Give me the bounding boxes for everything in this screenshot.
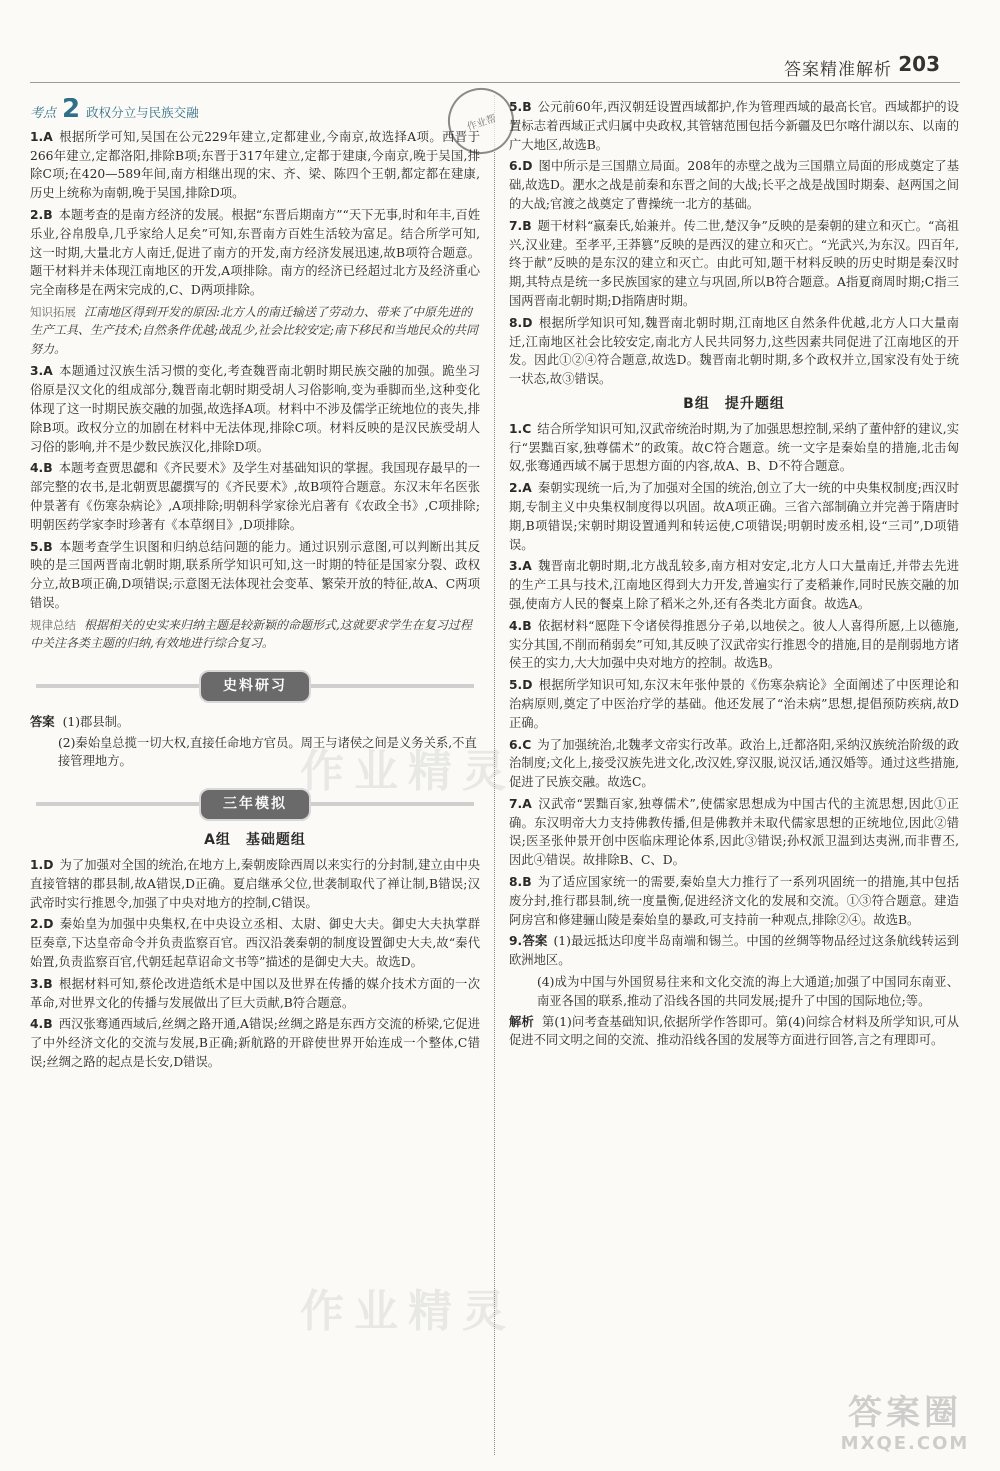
answer-item: 5.B 公元前60年,西汉朝廷设置西域都护,作为管理西域的最高长官。西域都护的设置标志着西域正式归属中央政权,其管辖范围包括今新疆及巴尔喀什湖以东、以南的广大地区,故选B。 <box>509 100 959 152</box>
analysis-block: 解析 第(1)问考查基础知识,依据所学作答即可。第(4)问综合材料及所学知识,可从促进不同文明之间的交流、推动沿线各国的发展等方面进行回答,言之有理即可。 <box>509 1014 959 1048</box>
banner-label: 三年模拟 <box>199 788 311 821</box>
section-banner-three-year-mock <box>30 785 480 821</box>
header-rule <box>30 82 960 83</box>
answer-item: 2.D 秦始皇为加强中央集权,在中央设立丞相、太尉、御史大夫。御史大夫执掌群臣奏章,下达皇帝命令并负责监察百官。西汉沿袭秦朝的制度设置御史大夫,故“秦代始置,负责监察百官,代朝廷起草诏命文书等”描述的是御史大夫。故选D。 <box>30 917 480 969</box>
stamp-watermark: 作业帮 <box>439 79 522 162</box>
header-title: 答案精准解析 <box>784 60 892 80</box>
answer-block: 答案 (1)郡县制。 <box>30 714 130 729</box>
answer-item: 7.B 题干材料“嬴秦氏,始兼并。传二世,楚汉争”反映的是秦朝的建立和灭亡。“高祖兴,汉业建。至孝平,王莽篡”反映的是西汉的建立和灭亡。“光武兴,为东汉。四百年,终于献”反映的是东汉的建立和灭亡。由此可知,题干材料反映的历史时期是秦汉时期,其特点是统一多民族国家的建立与巩固,所以B符合题意。A指夏商周时期;C指三国两晋南北朝时期;D指隋唐时期。 <box>509 218 959 308</box>
answer-item: 5.B 本题考查学生识图和归纳总结问题的能力。通过识别示意图,可以判断出其反映的是三国两晋南北朝时期,联系所学知识可知,这一时期的特征是国家分裂、政权分立,故B项正确,D项错误;示意图无法体现社会变革、繁荣开放的特征,故A、C两项错误。 <box>30 539 480 611</box>
answer-item: 8.D 根据所学知识可知,魏晋南北朝时期,江南地区自然条件优越,北方人口大量南迁,江南地区社会比较安定,南北方人民共同努力,这些因素共同促进了江南地区的开发。因此①②④符合题意,故选D。魏晋南北朝时期,多个政权并立,国家没有处于统一状态,故③错误。 <box>509 315 959 387</box>
watermark-text: 作业精灵 <box>300 1286 516 1337</box>
answer-item: 7.A 汉武帝“罢黜百家,独尊儒术”,使儒家思想成为中国古代的主流思想,因此①正确。东汉明帝大力支持佛教传播,但是佛教并未取代儒家思想的正统地位,因此②错误;医圣张仲景开创中医临床理论体系,因此③错误;孙权派卫温到达夷洲,而非曹丕,因此④错误。故排除B、C、D。 <box>509 796 959 868</box>
watermark-text: 作业精灵 <box>300 746 516 797</box>
answer-item: 3.A 魏晋南北朝时期,北方战乱较多,南方相对安定,北方人口大量南迁,并带去先进的生产工具与技术,江南地区得到大力开发,普遍实行了麦稻兼作,同时民族交融的加强,使南方人民的餐桌上除了稻米之外,还有各类北方面食。故选A。 <box>509 559 959 611</box>
answer-line: (2)秦始皇总揽一切大权,直接任命地方官员。周王与诸侯之间是义务关系,不直接管理地方。 <box>58 735 477 769</box>
column-divider <box>494 95 495 1455</box>
answer-item: 3.B 根据材料可知,蔡伦改进造纸术是中国以及世界在传播的媒介技术方面的一次革命,对世界文化的传播与发展做出了巨大贡献,B符合题意。 <box>30 976 480 1010</box>
banner-label: 史料研习 <box>199 670 311 703</box>
group-a-title: A组 基础题组 <box>204 832 306 849</box>
answer-item: 8.B 为了适应国家统一的需要,秦始皇大力推行了一系列巩固统一的措施,其中包括废分封,推行郡县制,统一度量衡,促进经济文化的发展和交流。①③符合题意。建造阿房宫和修建骊山陵是秦始皇的暴政,可支持前一种观点,排除②④。故选B。 <box>509 875 959 927</box>
answer-item: 5.D 根据所学知识可知,东汉末年张仲景的《伤寒杂病论》全面阐述了中医理论和治病原则,奠定了中医治疗学的基础。他还发展了“治未病”思想,提倡预防疾病,故D正确。 <box>509 678 959 730</box>
rule-summary: 规律总结 根据相关的史实来归纳主题是较新颖的命题形式,这就要求学生在复习过程中关注各类主题的归纳,有效地进行综合复习。 <box>30 617 472 651</box>
knowledge-extension: 知识拓展 江南地区得到开发的原因:北方人的南迁输送了劳动力、带来了中原先进的生产工具、生产技术;自然条件优越;战乱少,社会比较安定;南下移民和当地民众的共同努力。 <box>30 304 478 356</box>
answer-item: 1.C 结合所学知识可知,汉武帝统治时期,为了加强思想控制,采纳了董仲舒的建议,实行“罢黜百家,独尊儒术”的政策。故C符合题意。统一文字是秦始皇的措施,北击匈奴,张骞通西域不属于思想方面的内容,故A、B、D不符合题意。 <box>509 421 959 474</box>
answer-item: 4.B 本题考查贾思勰和《齐民要术》及学生对基础知识的掌握。我国现存最早的一部完整的农书,是北朝贾思勰撰写的《齐民要术》,故B项符合题意。东汉末年名医张仲景著有《伤寒杂病论》,A项排除;明朝科学家徐光启著有《农政全书》,C项排除;明朝医药学家李时珍著有《本草纲目》,D项排除。 <box>30 461 480 532</box>
kaodian-number: 2 <box>62 98 81 124</box>
answer-item: 6.C 为了加强统治,北魏孝文帝实行改革。政治上,迁都洛阳,采纳汉族统治阶级的政治制度;文化上,接受汉族先进文化,改汉姓,穿汉服,说汉话,通汉婚等。通过这些措施,促进了民族交融。故选C。 <box>509 737 959 790</box>
answer-item: 2.A 秦朝实现统一后,为了加强对全国的统治,创立了大一统的中央集权制度;西汉时期,专制主义中央集权制度得以巩固。故A项正确。三省六部制确立并完善于隋唐时期,B项错误;宋朝时期设置通判和转运使,C项错误;明朝时废丞相,设“三司”,D项错误。 <box>509 481 959 552</box>
section-heading <box>30 98 480 124</box>
answer-item: 6.D 图中所示是三国鼎立局面。208年的赤壁之战为三国鼎立局面的形成奠定了基础,故选D。淝水之战是前秦和东晋之间的大战;长平之战是战国时期秦、赵两国之间的大战;官渡之战奠定了曹操统一北方的基础。 <box>509 159 959 211</box>
kaodian-title: 政权分立与民族交融 <box>86 105 199 120</box>
answer-item: 4.B 西汉张骞通西域后,丝绸之路开通,A错误;丝绸之路是东西方交流的桥梁,它促进了中外经济文化的交流与发展,B正确;新航路的开辟使世界开始连成一个整体,C错误;丝绸之路的起点是长安,D错误。 <box>30 1017 480 1069</box>
right-column <box>509 98 959 1458</box>
group-b-title: B组 提升题组 <box>683 395 785 412</box>
answer-item: 1.A 根据所学可知,吴国在公元229年建立,定都建业,今南京,故选择A项。西晋于266年建立,定都洛阳,排除B项;东晋于317年建立,定都于建康,今南京,晚于吴国,排除C项;在420—589年间,南方相继出现的宋、齐、梁、陈四个王朝,都定都在建康,历史上统称为南朝,晚于吴国,排除D项。 <box>30 129 480 201</box>
answer-item: 3.A 本题通过汉族生活习惯的变化,考查魏晋南北朝时期民族交融的加强。跪坐习俗原是汉文化的组成部分,魏晋南北朝时期受胡人习俗影响,变为垂脚而坐,这种变化体现了这一时期民族交融的加强,故选择A项。材料中不涉及儒学正统地位的丧失,排除B项。政权分立的加剧在材料中无法体现,排除C项。材料反映的是汉民族受胡人习俗的影响,并不是少数民族汉化,排除D项。 <box>30 364 480 454</box>
answer-item: 1.D 为了加强对全国的统治,在地方上,秦朝废除西周以来实行的分封制,建立由中央直接管辖的郡县制,故A错误,D正确。夏启继承父位,世袭制取代了禅让制,B错误;汉武帝时实行推恩令,加强了中央对地方的控制,C错误。 <box>30 858 480 910</box>
watermark-logo <box>830 1393 980 1463</box>
left-column <box>30 98 480 1458</box>
answer-line: (4)成为中国与外国贸易往来和文化交流的海上大通道;加强了中国同东南亚、南亚各国的联系,推动了沿线各国的共同发展;提升了中国的国际地位;等。 <box>537 975 959 1008</box>
page-number: 203 <box>898 52 940 76</box>
answer-item-q9: 9.答案 (1)最远抵达印度半岛南端和锡兰。中国的丝绸等物品经过这条航线转运到欧洲地区。 <box>509 934 959 968</box>
watermark-logo-url: MXQE.COM <box>840 1433 970 1454</box>
answer-item: 2.B 本题考查的是南方经济的发展。根据“东晋后期南方”“天下无事,时和年丰,百姓乐业,谷帛殷阜,几乎家给人足矣”可知,东晋南方百姓生活较为富足。结合所学可知,这一时期,大量北方人南迁,促进了南方的开发,南方经济发展迅速,故B项符合题意。题干材料并未体现江南地区的开发,A项排除。南方的经济已经超过北方及经济重心完全南移是在两宋完成的,C、D两项排除。 <box>30 207 480 298</box>
section-banner-historical-study <box>30 667 480 703</box>
watermark-logo-text: 答案圈 <box>848 1393 962 1433</box>
page-header <box>0 0 1000 84</box>
answer-item: 4.B 依据材料“愿陛下令诸侯得推恩分子弟,以地侯之。彼人人喜得所愿,上以德施,实分其国,不削而稍弱矣”可知,其反映了汉武帝实行推恩令的措施,目的是削弱地方诸侯王的实力,大大加强中央对地方的控制。故选B。 <box>509 618 959 671</box>
kaodian-label: 考点 <box>30 106 57 121</box>
